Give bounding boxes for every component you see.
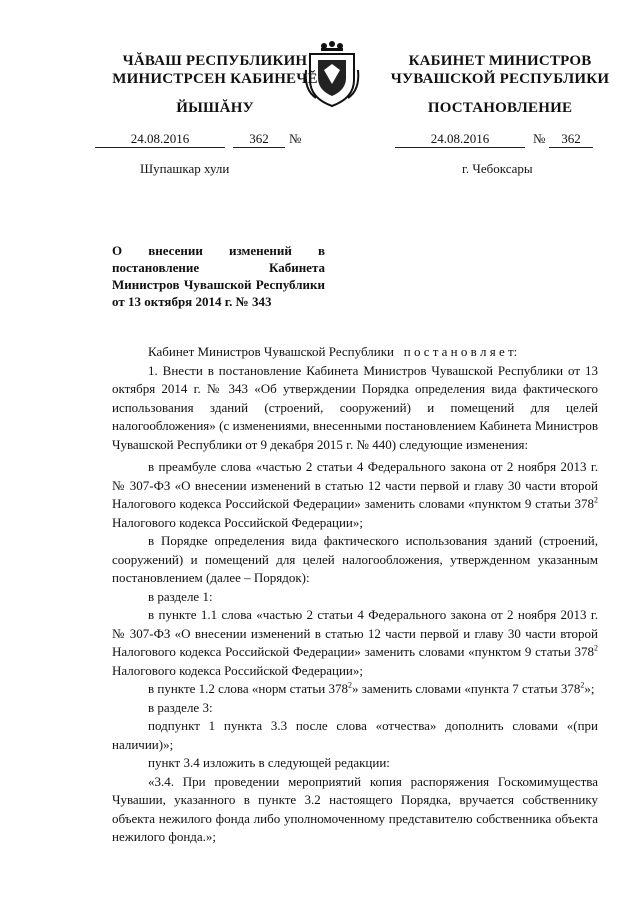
intro-paragraph bbox=[112, 343, 598, 362]
doc-type-chuvash: ЙЫШĂНУ bbox=[176, 100, 254, 116]
paragraph-6-text-a: в пункте 1.2 слова «норм статьи 378 bbox=[148, 681, 348, 696]
issuer-line1-chuvash: ЧĂВАШ РЕСПУБЛИКИН bbox=[122, 53, 308, 69]
doc-type-russian: ПОСТАНОВЛЕНИЕ bbox=[427, 100, 573, 116]
paragraph-6-sup-2: 2 bbox=[580, 680, 585, 690]
paragraph-7: в разделе 3: bbox=[148, 699, 213, 715]
number-chuvash: 362 bbox=[233, 131, 285, 148]
paragraph-2-sup: 2 bbox=[594, 495, 598, 505]
paragraph-3: в Порядке определения вида фактического использования зданий (строений, сооружений) и помещений для целей налогообложения, утвержденном указанным постановлением (далее – Порядок): bbox=[112, 533, 598, 585]
document-title: О внесении изменений в постановление Кабинета Министров Чувашской Республики от 13 октября 2014 г. № 343 bbox=[112, 243, 325, 309]
paragraph-6 bbox=[112, 680, 598, 699]
paragraph-6-sup-1: 2 bbox=[348, 680, 352, 690]
paragraph-6-text-b: » заменить словами «пункта 7 статьи 378 bbox=[352, 681, 581, 696]
paragraph-5-sup: 2 bbox=[594, 643, 598, 653]
issuer-line2-chuvash: МИНИСТРСЕН КАБИНЕЧĔ bbox=[112, 71, 318, 87]
document-body bbox=[112, 343, 598, 847]
paragraph-2-text-a: в преамбуле слова «частью 2 статьи 4 Федерального закона от 2 ноября 2013 г. № 307-ФЗ «О внесении изменений в статью 12 части первой и главу 30 части второй Налогового кодекса Российской Федерации» заменить словами «пунктом 9 статьи 378 bbox=[112, 459, 598, 511]
paragraph-5-text-b: Налогового кодекса Российской Федерации»; bbox=[112, 662, 364, 678]
city-chuvash: Шупашкар хули bbox=[140, 161, 230, 176]
paragraph-6-text-c: »; bbox=[584, 681, 595, 696]
paragraph-9: пункт 3.4 изложить в следующей редакции: bbox=[148, 755, 390, 770]
issuer-line2-russian: ЧУВАШСКОЙ РЕСПУБЛИКИ bbox=[390, 71, 610, 87]
paragraph-5-text-a: в пункте 1.1 слова «частью 2 статьи 4 Федерального закона от 2 ноября 2013 г. № 307-ФЗ «О внесении изменений в статью 12 части первой и главу 30 части второй Налогового кодекса Российской Федерации» заменить словами «пунктом 9 статьи 378 bbox=[112, 607, 598, 659]
paragraph-2-text-b: Налогового кодекса Российской Федерации»; bbox=[112, 514, 364, 530]
city-russian: г. Чебоксары bbox=[462, 161, 533, 176]
paragraph-8: подпункт 1 пункта 3.3 после слова «отчества» дополнить словами «(при наличии)»; bbox=[112, 718, 598, 752]
issuer-line1-russian: КАБИНЕТ МИНИСТРОВ bbox=[408, 53, 592, 69]
date-number-chuvash bbox=[95, 131, 340, 149]
number-sign-chuvash: № bbox=[289, 131, 302, 146]
number-russian: 362 bbox=[549, 131, 593, 148]
coat-of-arms-emblem bbox=[302, 40, 362, 110]
paragraph-1: 1. Внести в постановление Кабинета Министров Чувашской Республики от 13 октября 2014 г. № 343 «Об утверждении Порядка определения вида фактического использования зданий (строений, сооружений) и помещений для целей налогообложения» (с изменениями, внесенными постановлением Кабинета Министров Чувашской Республики от 9 декабря 2015 г. № 440) следующие изменения: bbox=[112, 362, 598, 452]
number-sign-russian: № bbox=[533, 131, 546, 146]
issuer-name-russian bbox=[380, 52, 620, 88]
paragraph-2 bbox=[112, 458, 598, 532]
intro-resolves: п о с т а н о в л я е т: bbox=[403, 344, 518, 359]
date-chuvash: 24.08.2016 bbox=[95, 131, 225, 148]
date-number-russian bbox=[395, 131, 605, 149]
date-russian: 24.08.2016 bbox=[395, 131, 525, 148]
paragraph-5 bbox=[112, 606, 598, 680]
paragraph-4: в разделе 1: bbox=[148, 588, 213, 604]
paragraph-10: «3.4. При проведении мероприятий копия распоряжения Госкомимущества Чувашии, указанного в пункте 3.2 настоящего Порядка, вручается собственнику объекта нежилого фонда либо уполномоченному представителю собственника объекта нежилого фонда.»; bbox=[112, 773, 598, 844]
intro-issuer: Кабинет Министров Чувашской Республики bbox=[148, 344, 394, 359]
